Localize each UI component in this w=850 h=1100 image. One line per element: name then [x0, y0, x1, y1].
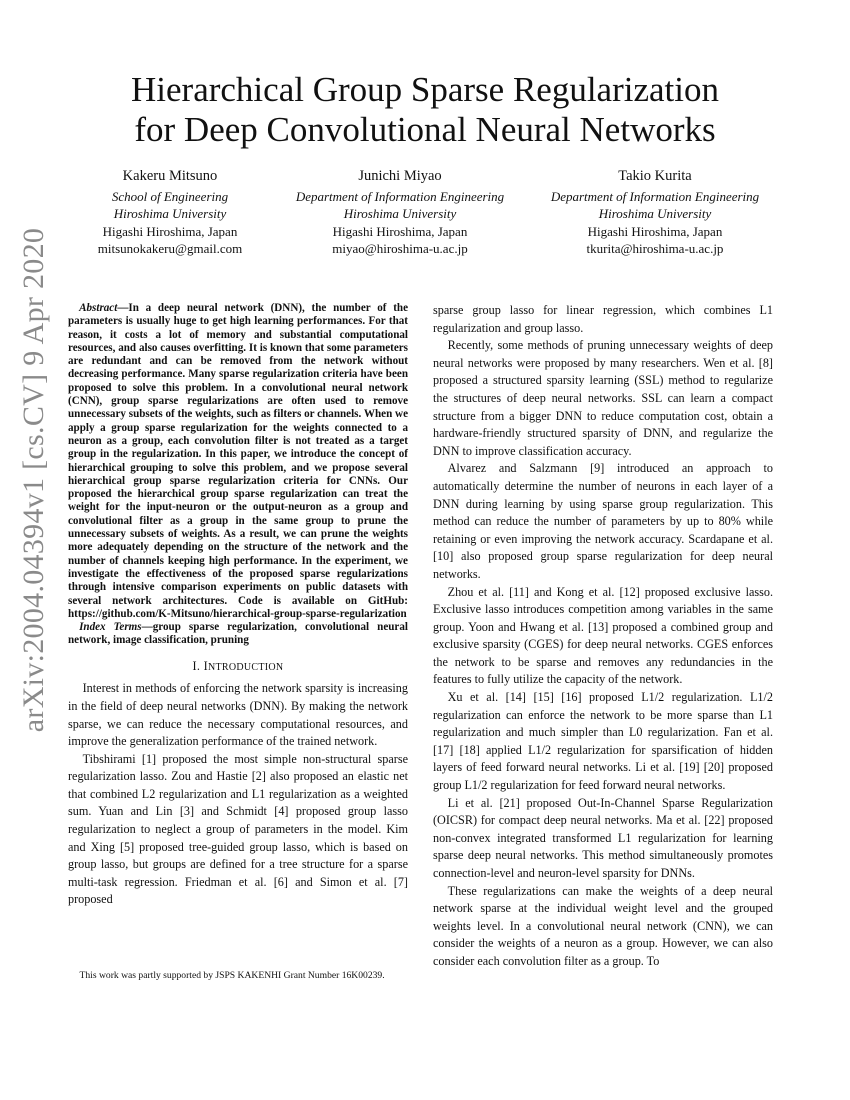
title-line-2: for Deep Convolutional Neural Networks: [134, 110, 716, 149]
footnote-text: This work was partly supported by JSPS KAKENHI Grant Number 16K00239.: [79, 970, 385, 981]
section-title-rest: NTRODUCTION: [207, 661, 284, 673]
index-terms-label: Index Terms: [79, 621, 142, 634]
author-department: School of Engineering: [111, 188, 229, 204]
arxiv-identifier-stamp: [14, 227, 54, 733]
paragraph: Recently, some methods of pruning unnecessary weights of deep neural networks were proposed by many researchers. Wen et al. [8] proposed a structured sparsity learning (SSL) method to regularize the structures of deep neural networks. SSL can learn a compact structure from a bigger DNN to reduce computation cost, obtain a hardware-friendly structured sparsity of DNN, and regularize the DNN to improve classification accuracy.: [433, 338, 773, 458]
arxiv-identifier: arXiv:2004.04394v1 [cs.CV] 9 Apr 2020: [17, 227, 51, 733]
title-line-1: Hierarchical Group Sparse Regularization: [131, 70, 719, 109]
paper-title: [60, 70, 790, 150]
right-column-body: [433, 302, 773, 971]
footnote: [68, 970, 408, 983]
author-address: Higashi Hiroshima, Japan: [332, 223, 468, 239]
abstract: [68, 302, 408, 648]
author-email: mitsunokakeru@gmail.com: [97, 241, 243, 257]
author-department: Department of Information Engineering: [295, 188, 505, 204]
author-email: tkurita@hiroshima-u.ac.jp: [586, 241, 724, 257]
author-university: Hiroshima University: [343, 206, 457, 222]
abstract-text: —In a deep neural network (DNN), the number of the parameters is usually huge to get high learning performances. For that reason, it costs a lot of memory and substantial computational resources, and also causes overfitting. It is known that some parameters are redundant and can be removed from the network without decreasing performance. Many sparse regularization criteria have been proposed to solve this problem. In a convolutional neural network (CNN), group sparse regularizations are often used to remove unnecessary subsets of the weights, such as filters or channels. When we apply a group sparse regularization for the weights connected to a neuron as a group, each convolution filter is not treated as a target group in the regularization. In this paper, we introduce the concept of hierarchical grouping to solve this problem, and we propose several hierarchical group sparse regularization criteria for CNNs. Our proposed the hierarchical group sparse regularization can treat the weight for the input-neuron or the output-neuron as a group and convolutional filter as a group in the same group to prune the unnecessary subsets of weights. As a result, we can prune the weights more adequately depending on the structure of the network and the number of channels keeping high performance. In the experiment, we investigate the effectiveness of the proposed sparse regularizations through intensive comparison experiments on public datasets with several network architectures. Code is available on GitHub: https://github.com/K-Mitsuno/hierarchical-group-sparse-regularization: [68, 302, 408, 620]
author-name: Kakeru Mitsuno: [122, 168, 218, 184]
author-2: [265, 168, 535, 258]
author-university: Hiroshima University: [113, 206, 227, 222]
paragraph: Zhou et al. [11] and Kong et al. [12] proposed exclusive lasso. Exclusive lasso introduces competition among variables in the same group. Yoon and Hwang et al. [13] proposed a combined group and exclusive sparsity (CGES) for deep neural networks. CGES enforces the network to be sparse and removes any redundancies in the features to fully utilize the capacity of the network.: [433, 584, 773, 687]
author-email: miyao@hiroshima-u.ac.jp: [332, 241, 468, 257]
introduction-body: [68, 680, 408, 909]
section-number: I.: [192, 658, 204, 673]
author-university: Hiroshima University: [598, 206, 712, 222]
author-name: Junichi Miyao: [358, 168, 442, 184]
author-1: [70, 168, 270, 258]
index-terms-text: —group sparse regularization, convolutional neural network, image classification, pruning: [68, 621, 408, 647]
author-address: Higashi Hiroshima, Japan: [587, 223, 723, 239]
paragraph: Interest in methods of enforcing the network sparsity is increasing in the field of deep neural networks (DNN). By making the network sparse, we can reduce the necessary computational resources, and improve the generalization performance of the trained network.: [68, 681, 408, 749]
abstract-label: Abstract: [79, 302, 118, 314]
section-heading-introduction: [68, 658, 408, 677]
author-department: Department of Information Engineering: [550, 188, 760, 204]
left-column: [68, 302, 408, 909]
paragraph: Alvarez and Salzmann [9] introduced an approach to automatically determine the number of neurons in each layer of a DNN during learning by using sparse group regularization. This method can reduce the number of parameters by up to 80% while retaining or even improving the network accuracy. Scardapane et al. [10] also proposed group sparse regularization for deep neural networks.: [433, 461, 773, 581]
paragraph: Tibshirami [1] proposed the most simple non-structural sparse regularization lasso. Zou and Hastie [2] also proposed an elastic net that combined L2 regularization and L1 regularization as a weighted sum. Yuan and Lin [3] and Schmidt [4] proposed group lasso regularization to neglect a group of parameters in the model. Kim and Xing [5] proposed tree-guided group lasso, which is based on group lasso, but groups are defined for a tree structure for a sparse multi-task regression. Friedman et al. [6] and Simon et al. [7] proposed: [68, 751, 408, 907]
author-name: Takio Kurita: [618, 168, 692, 184]
section-title-initial: I: [203, 658, 208, 673]
author-address: Higashi Hiroshima, Japan: [102, 223, 238, 239]
paragraph: These regularizations can make the weights of a deep neural network sparse at the individual weight level and the grouped weights level. In a convolutional neural network (CNN), we can consider the weights of a neuron as a group. However, we can also consider each convolution filter as a group. To: [433, 883, 773, 968]
paragraph: Xu et al. [14] [15] [16] proposed L1/2 regularization. L1/2 regularization can enforce the network to be more sparse than L1 regularization and much simpler than L0 regularization. Fan et al. [17] [18] applied L1/2 regularization for sparsification of hidden layers of feed forward neural networks. Li et al. [19] [20] proposed group L1/2 regularization for feed forward neural networks.: [433, 690, 773, 793]
author-3: [520, 168, 790, 258]
paragraph: Li et al. [21] proposed Out-In-Channel Sparse Regularization (OICSR) for compact deep neural networks. Ma et al. [22] proposed non-convex integrated transformed L1 regularization for learning sparse deep neural networks. This method simultaneously promotes connection-level and neuron-level sparsity for DNNs.: [433, 795, 773, 880]
right-column: [433, 302, 773, 971]
paragraph: sparse group lasso for linear regression, which combines L1 regularization and group lasso.: [433, 303, 773, 335]
